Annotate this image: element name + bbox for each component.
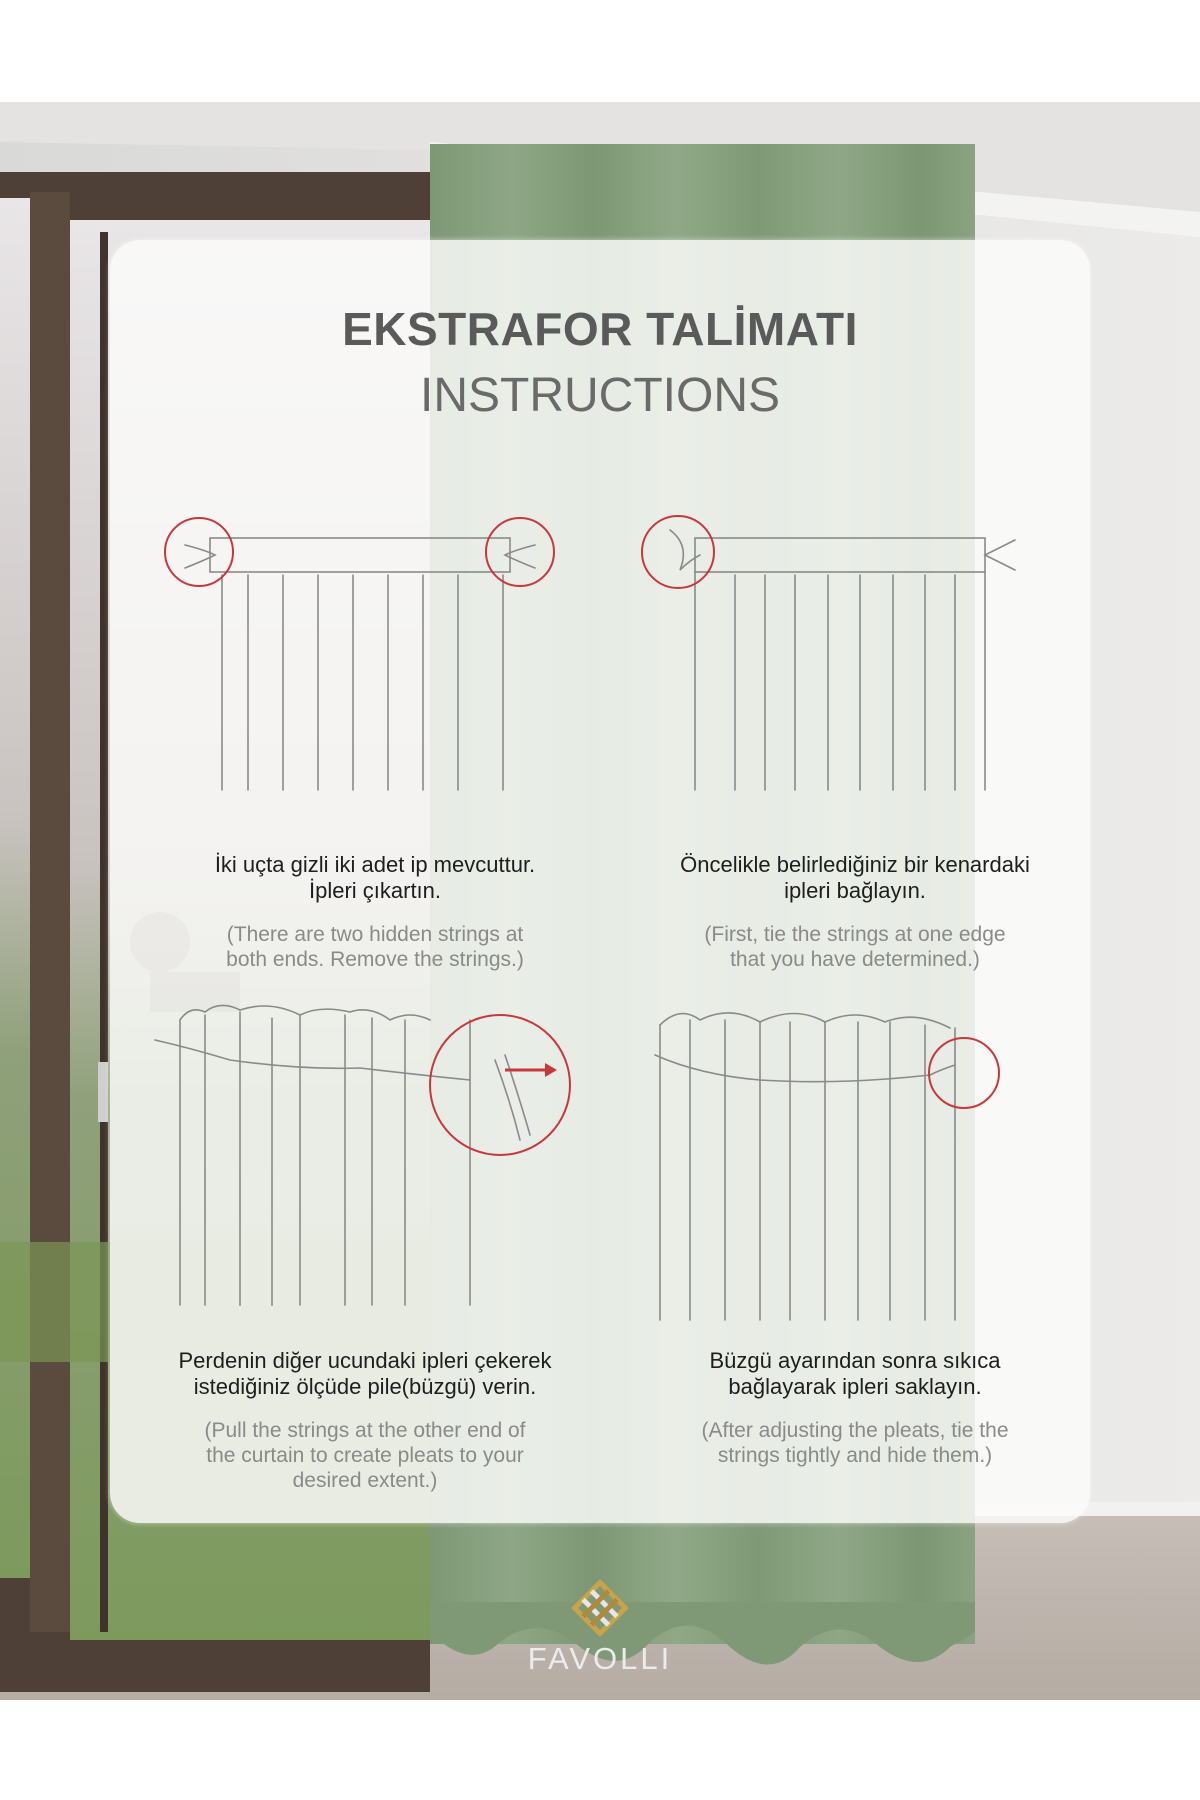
- brand-name: FAVOLLI: [527, 1641, 673, 1676]
- step3-diagram: [155, 1005, 530, 1305]
- step2-left-highlight: [642, 516, 714, 588]
- title-english: INSTRUCTIONS: [420, 369, 780, 422]
- step1-right-highlight: [486, 518, 554, 586]
- step4-tie-highlight: [929, 1038, 999, 1108]
- step2-translation: (First, tie the strings at one edge that you have determined.): [704, 923, 1006, 971]
- step2-instruction: Öncelikle belirlediğiniz bir kenardaki ipleri bağlayın.: [680, 852, 1030, 903]
- step1-instruction: İki uçta gizli iki adet ip mevcuttur. İpleri çıkartın.: [214, 852, 536, 903]
- step3-translation: (Pull the strings at the other end of the curtain to create pleats to your desired extent.): [204, 1419, 526, 1492]
- step4-diagram: [655, 1013, 955, 1320]
- title-turkish: EKSTRAFOR TALİMATI: [342, 303, 858, 355]
- step1-diagram: [185, 538, 535, 790]
- pull-arrow-icon: [505, 1063, 557, 1077]
- step4-translation: (After adjusting the pleats, tie the strings tightly and hide them.): [701, 1419, 1009, 1467]
- step3-pull-highlight: [430, 1015, 570, 1155]
- favolli-logo-icon: [570, 1578, 630, 1638]
- step3-instruction: Perdenin diğer ucundaki ipleri çekerek istediğiniz ölçüde pile(büzgü) verin.: [178, 1348, 552, 1399]
- step1-left-highlight: [165, 518, 233, 586]
- step4-instruction: Büzgü ayarından sonra sıkıca bağlayarak ipleri saklayın.: [709, 1348, 1001, 1399]
- step1-translation: (There are two hidden strings at both ends. Remove the strings.): [226, 923, 524, 971]
- step2-diagram: [670, 530, 1015, 790]
